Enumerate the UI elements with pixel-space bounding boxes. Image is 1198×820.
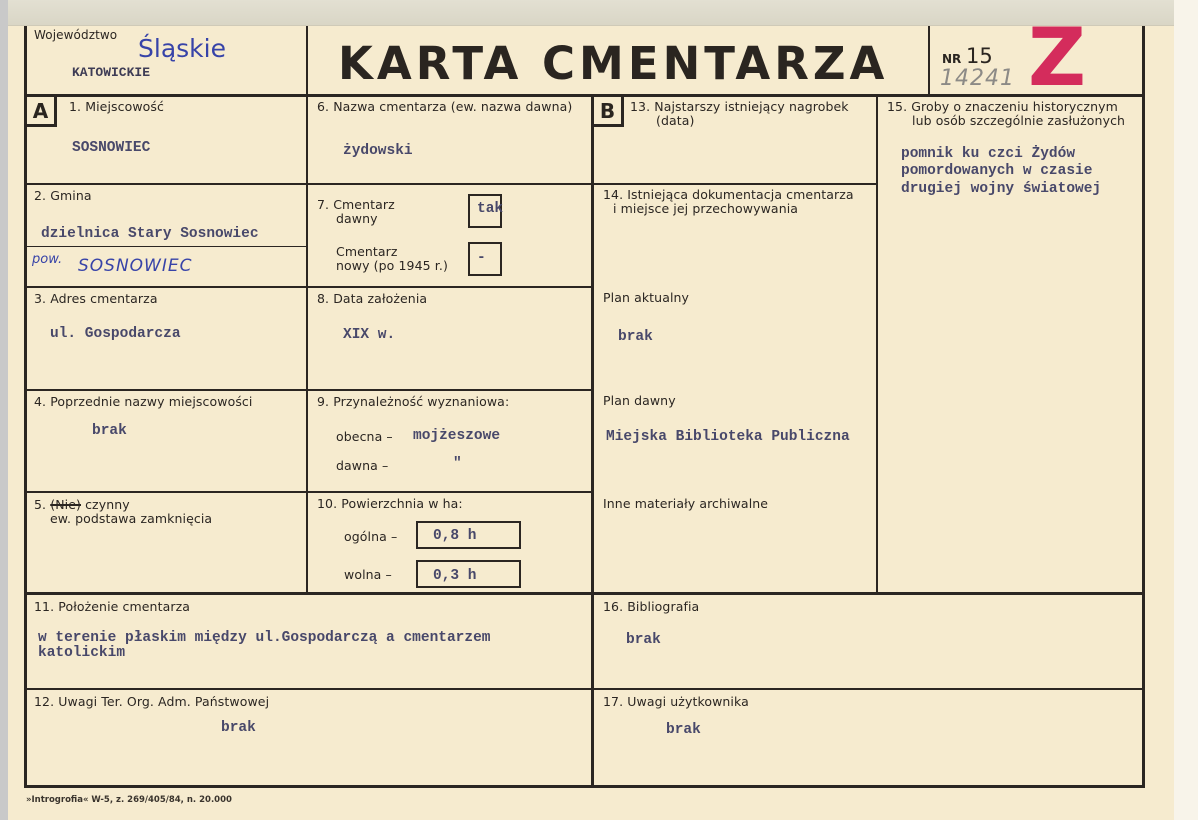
- voivodeship-stamp: Śląskie: [138, 34, 226, 63]
- field-7-label-b1: Cmentarz: [336, 244, 398, 259]
- field-10-total-label: ogólna –: [344, 529, 398, 544]
- col-divider-a: [306, 94, 308, 592]
- field-15-label-line2: lub osób szczególnie zasłużonych: [912, 113, 1126, 128]
- field-14-label-line1: 14. Istniejąca dokumentacja cmentarza: [603, 187, 854, 202]
- field-16-value: brak: [626, 632, 661, 648]
- nr-label: NR: [942, 52, 962, 66]
- field-9-current-label: obecna –: [336, 429, 393, 444]
- field-14-label-line2: i miejsce jej przechowywania: [613, 201, 799, 216]
- field-7-label-a2: dawny: [336, 211, 378, 226]
- col-divider-b: [876, 94, 878, 592]
- field-1-value: SOSNOWIEC: [72, 140, 151, 156]
- card-title: KARTA CMENTARZA: [338, 37, 889, 90]
- field-10-total-value: 0,8 h: [433, 528, 477, 544]
- col-divider-ab: [591, 94, 594, 788]
- section-b-letter: B: [594, 97, 624, 127]
- field-11-label: 11. Położenie cmentarza: [34, 599, 190, 614]
- field-3-label: 3. Adres cmentarza: [34, 291, 158, 306]
- nr-value: 15: [966, 44, 993, 68]
- field-16-label: 16. Bibliografia: [603, 599, 700, 614]
- field-6-label: 6. Nazwa cmentarza (ew. nazwa dawna): [317, 99, 573, 114]
- field-5-rest: czynny: [81, 497, 130, 512]
- row-line-1b: [594, 183, 876, 185]
- plan-former-value: Miejska Biblioteka Publiczna: [606, 429, 850, 445]
- red-z-mark: Z: [1028, 11, 1087, 104]
- field-9-current-value: mojżeszowe: [413, 428, 501, 444]
- field-10-free-label: wolna –: [344, 567, 392, 582]
- plan-current-value: brak: [618, 329, 653, 345]
- row-line-3: [24, 389, 592, 391]
- row-line-6: [24, 688, 1145, 690]
- field-15-value-line2: pomordowanych w czasie: [901, 163, 1093, 179]
- row-line-2: [24, 286, 592, 288]
- field-7-label-b2: nowy (po 1945 r.): [336, 258, 448, 273]
- row-line-1: [24, 183, 592, 185]
- archival-tape: [8, 0, 1174, 26]
- field-7-old-value: tak: [477, 201, 504, 217]
- pencil-number: 14241: [940, 66, 1015, 91]
- field-12-label: 12. Uwagi Ter. Org. Adm. Państwowej: [34, 694, 270, 709]
- border-right: [1142, 26, 1145, 788]
- border-left: [24, 26, 27, 788]
- field-9-label: 9. Przynależność wyznaniowa:: [317, 394, 510, 409]
- field-7-new-value: -: [477, 250, 486, 266]
- field-17-label: 17. Uwagi użytkownika: [603, 694, 749, 709]
- field-2-value: dzielnica Stary Sosnowiec: [41, 226, 259, 242]
- field-10-free-value: 0,3 h: [433, 568, 477, 584]
- field-4-value: brak: [92, 423, 127, 439]
- field-3-value: ul. Gospodarcza: [50, 326, 181, 342]
- row-line-2-thin: [24, 246, 306, 247]
- voivodeship-typed: KATOWICKIE: [72, 65, 151, 80]
- field-4-label: 4. Poprzednie nazwy miejscowości: [34, 394, 253, 409]
- printer-imprint: »Introgrofia« W-5, z. 269/405/84, n. 20.000: [26, 795, 232, 805]
- field-9-former-label: dawna –: [336, 458, 389, 473]
- field-10-label: 10. Powierzchnia w ha:: [317, 496, 463, 511]
- field-17-value: brak: [666, 722, 701, 738]
- field-6-value: żydowski: [343, 143, 413, 159]
- field-5-num: 5.: [34, 497, 47, 512]
- row-line-4: [24, 491, 592, 493]
- field-11-value-line2: katolickim: [38, 645, 126, 661]
- field-15-label-line1: 15. Groby o znaczeniu historycznym: [887, 99, 1118, 114]
- border-bottom: [24, 785, 1145, 788]
- row-line-5: [24, 592, 1145, 595]
- field-5-label: [34, 498, 130, 512]
- section-a-letter: A: [27, 97, 57, 127]
- scan-edge: [0, 0, 8, 820]
- header-bottom: [24, 94, 1145, 97]
- field-13-label-line1: 13. Najstarszy istniejący nagrobek: [630, 99, 849, 114]
- header-divider-2: [928, 26, 930, 94]
- plan-current-label: Plan aktualny: [603, 290, 690, 305]
- field-12-value: brak: [221, 720, 256, 736]
- header-divider-1: [306, 26, 308, 94]
- field-1-label: 1. Miejscowość: [69, 99, 165, 114]
- field-13-label-line2: (data): [656, 113, 695, 128]
- field-7-label-a1: 7. Cmentarz: [317, 197, 395, 212]
- voivodeship-label: Województwo: [34, 28, 118, 42]
- field-8-label: 8. Data założenia: [317, 291, 428, 306]
- field-2-hand-prefix: pow.: [32, 252, 63, 267]
- plan-former-label: Plan dawny: [603, 393, 676, 408]
- field-5-struck: (Nie): [50, 497, 81, 512]
- field-5-label-line2: ew. podstawa zamknięcia: [50, 511, 213, 526]
- field-2-label: 2. Gmina: [34, 188, 92, 203]
- field-15-value-line3: drugiej wojny światowej: [901, 181, 1102, 197]
- other-materials-label: Inne materiały archiwalne: [603, 496, 769, 511]
- field-2-hand-value: SOSNOWIEC: [78, 256, 193, 276]
- field-8-value: XIX w.: [343, 327, 396, 343]
- field-11-value-line1: w terenie płaskim między ul.Gospodarczą a cmentarzem: [38, 630, 491, 646]
- field-15-value-line1: pomnik ku czci Żydów: [901, 146, 1076, 162]
- field-9-former-value: ": [453, 456, 462, 472]
